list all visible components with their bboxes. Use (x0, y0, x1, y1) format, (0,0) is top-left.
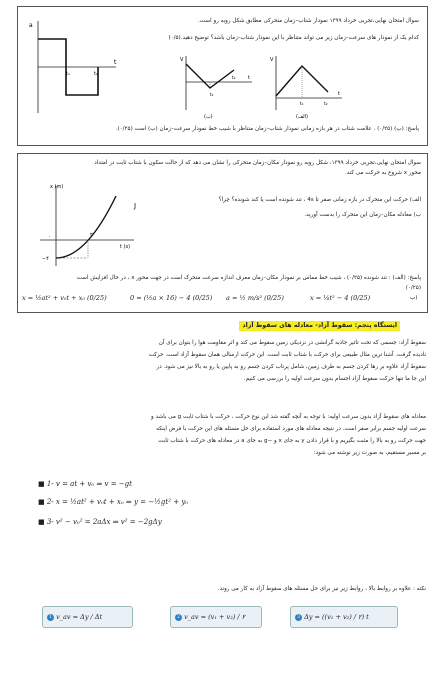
p2-line: جهت حرکت رو به بالا را مثبت بگیریم و با قرار دادن y به جای x و −g به جای a در معادله های حرکت با شتاب ثابت (158, 438, 426, 444)
q1-b-caption: (ب) (204, 114, 213, 120)
equation-bullet-2 (38, 498, 188, 506)
bullet-dot-icon: ■ (38, 518, 47, 526)
q1-alef-t1: t₁ (300, 102, 304, 107)
q2-tick-neg4: −۴ (42, 256, 49, 262)
q2-title-2: محور x شروع به حرکت می کند. (345, 170, 421, 176)
q1-alef-axis-t: t (338, 91, 340, 97)
p2-line: معادله های سقوط آزاد بدون سرعت اولیه: با توجه به آنچه گفته شد این نوع حرکت ، حرکت با شتاب ثابت g می باشد و (151, 414, 426, 420)
q2-part-be: ب) معادله مکان–زمان این متحرک را بدست آورید. (304, 212, 421, 218)
q1-axis-t-label: t (114, 59, 117, 66)
q1-question: کدام یک از نمودار های سرعت–زمان زیر می تواند متناظر با این نمودار شتاب–زمان باشد؟ توضیح دهید.(۰/۵) (168, 35, 419, 41)
p1-line: سقوط آزاد: جسمی که تحت تاثیر جاذبه گرانشی در نزدیکی زمین سقوط می کند و اثر مقاومت هوا را بتوان برای آن (158, 340, 426, 346)
q1-alef-caption: (الف) (296, 114, 308, 120)
q1-alef-t2: t₂ (324, 102, 328, 107)
formula-number-icon: 3 (295, 614, 302, 621)
q2-equation-4: x = ¼t² − 4 (0/25) (310, 294, 371, 302)
free-fall-paragraph-1 (22, 337, 426, 385)
q2-part-alef: الف) حرکت این متحرک در بازه زمانی صفر تا 4s ، تند شونده است یا کند شونده؟ چرا؟ (218, 197, 421, 203)
p2-line: بر مسیر مستقیم، به صورت زیر نوشته می شود: (313, 450, 426, 456)
q1-title: سوال امتحان نهایی،تجربی خرداد ۱۳۹۹ نمودار شتاب–زمان متحرکی مطابق شکل روبه رو است. (198, 18, 419, 24)
formula-box-2 (170, 606, 262, 628)
question-1-box (17, 6, 428, 146)
q2-equation-1: x = ½at² + v₀t + x₀ (0/25) (22, 294, 107, 302)
formula-3: Δy = ((v₁ + v₂) / ۲) t (304, 613, 369, 621)
p1-line: نادیده گرفت. آشنا ترین مثال طبیعی برای حرکت با شتاب ثابت است. این حرکت ارسالی همان سقوط آزاد است. حرکت (148, 352, 426, 358)
q2-axis-t-label: t (s) (120, 244, 131, 250)
q2-axis-x-label: x (m) (50, 184, 64, 190)
bullet-dot-icon: ■ (38, 498, 47, 506)
q1-t2-label: t₂ (94, 71, 98, 77)
q2-answer-score: (۰/۲۵) (405, 285, 421, 291)
p1-line: سقوط آزاد علاوه بر رها کردن جسم به طرف زمین، شامل پرتاب کردن جسم رو به پایین یا رو به بالا نیز می شود. در (156, 364, 426, 370)
equation-1: 1- v = at + v₀ ⇒ v = −gt (46, 480, 132, 488)
q1-graph-b (176, 52, 256, 124)
q2-equation-label: ب) (410, 295, 418, 301)
equation-2: 2- x = ½at² + v₀t + x₀ ⇒ y = −½gt² + y₀ (46, 498, 189, 506)
formula-number-icon: 1 (47, 614, 54, 621)
q2-label-j: J (134, 202, 137, 210)
q2-answer: پاسخ: (الف) : تند شونده (۰/۲۵) ، شیب خط مماس بر نمودار مکان–زمان معرف اندازه سرعت متحرک است در جهت محور x ، در حال افزایش است (76, 275, 421, 281)
equation-bullet-1 (38, 480, 132, 488)
q1-b-t2: t₂ (232, 76, 236, 81)
formula-2: v_av = (v₁ + v₂) / ۲ (184, 613, 246, 621)
bullet-dot-icon: ■ (38, 480, 47, 488)
q1-acceleration-graph (26, 15, 121, 120)
q1-axis-a-label: a (29, 22, 33, 29)
q1-b-t1: t₁ (210, 93, 214, 98)
free-fall-paragraph-2 (22, 411, 426, 459)
q2-equation-2: 0 = (½a × 16) − 4 (0/25) (130, 294, 213, 302)
q2-title: سوال امتحان نهایی،تجربی خرداد ۱۳۹۹، شکل روبه رو نمودار مکان–زمان متحرکی را نشان می دهد که از حالت سکون با شتاب ثابت در امتداد (94, 160, 421, 166)
formula-number-icon: 2 (175, 614, 182, 621)
q1-answer: پاسخ: (ب) (۰/۲۵) . علامت شتاب در هر بازه زمانی نمودار شتاب–زمان متناظر با شیب خط نمودار سرعت–زمان (ب) است (۰/۲۵). (115, 126, 419, 132)
formula-1: v_av = Δy / Δt (56, 613, 103, 621)
q2-equation-3: a = ½ m/s² (0/25) (226, 294, 284, 302)
equation-3: 3- v² − v₀² = 2aΔx ⇒ v² = −2gΔy (46, 518, 162, 526)
note-text: نکته : علاوه بر روابط بالا ، روابط زیر نیز برای حل مسئله های سقوط آزاد به کار می روند. (217, 586, 426, 592)
formula-box-3 (290, 606, 398, 628)
formula-box-1 (42, 606, 133, 628)
question-2-box (17, 153, 428, 313)
equation-bullet-3 (38, 518, 162, 526)
q1-b-axis-t: t (248, 75, 250, 81)
q1-t1-label: t₁ (66, 71, 70, 77)
q1-graph-alef (266, 52, 346, 124)
section-heading: ایستگاه پنجم: سقوط آزاد- معادله های سقوط آزاد (239, 321, 400, 331)
q2-position-graph (26, 178, 146, 270)
q1-b-axis-v: V (180, 57, 184, 63)
p1-line: این جا ما تنها حرکت سقوط آزاد اجسام بدون سرعت اولیه را بررسی می کنیم. (243, 376, 426, 382)
q2-tick-2: ۲ (90, 232, 93, 238)
q2-tick-zero: ۰ (48, 234, 51, 240)
p2-line: سرعت اولیه جسم برابر صفر است. در نتیجه معادله های مورد استفاده برای حل مسئله های این حرکت با فرض اینکه (156, 426, 426, 432)
q1-alef-axis-v: V (270, 57, 274, 63)
